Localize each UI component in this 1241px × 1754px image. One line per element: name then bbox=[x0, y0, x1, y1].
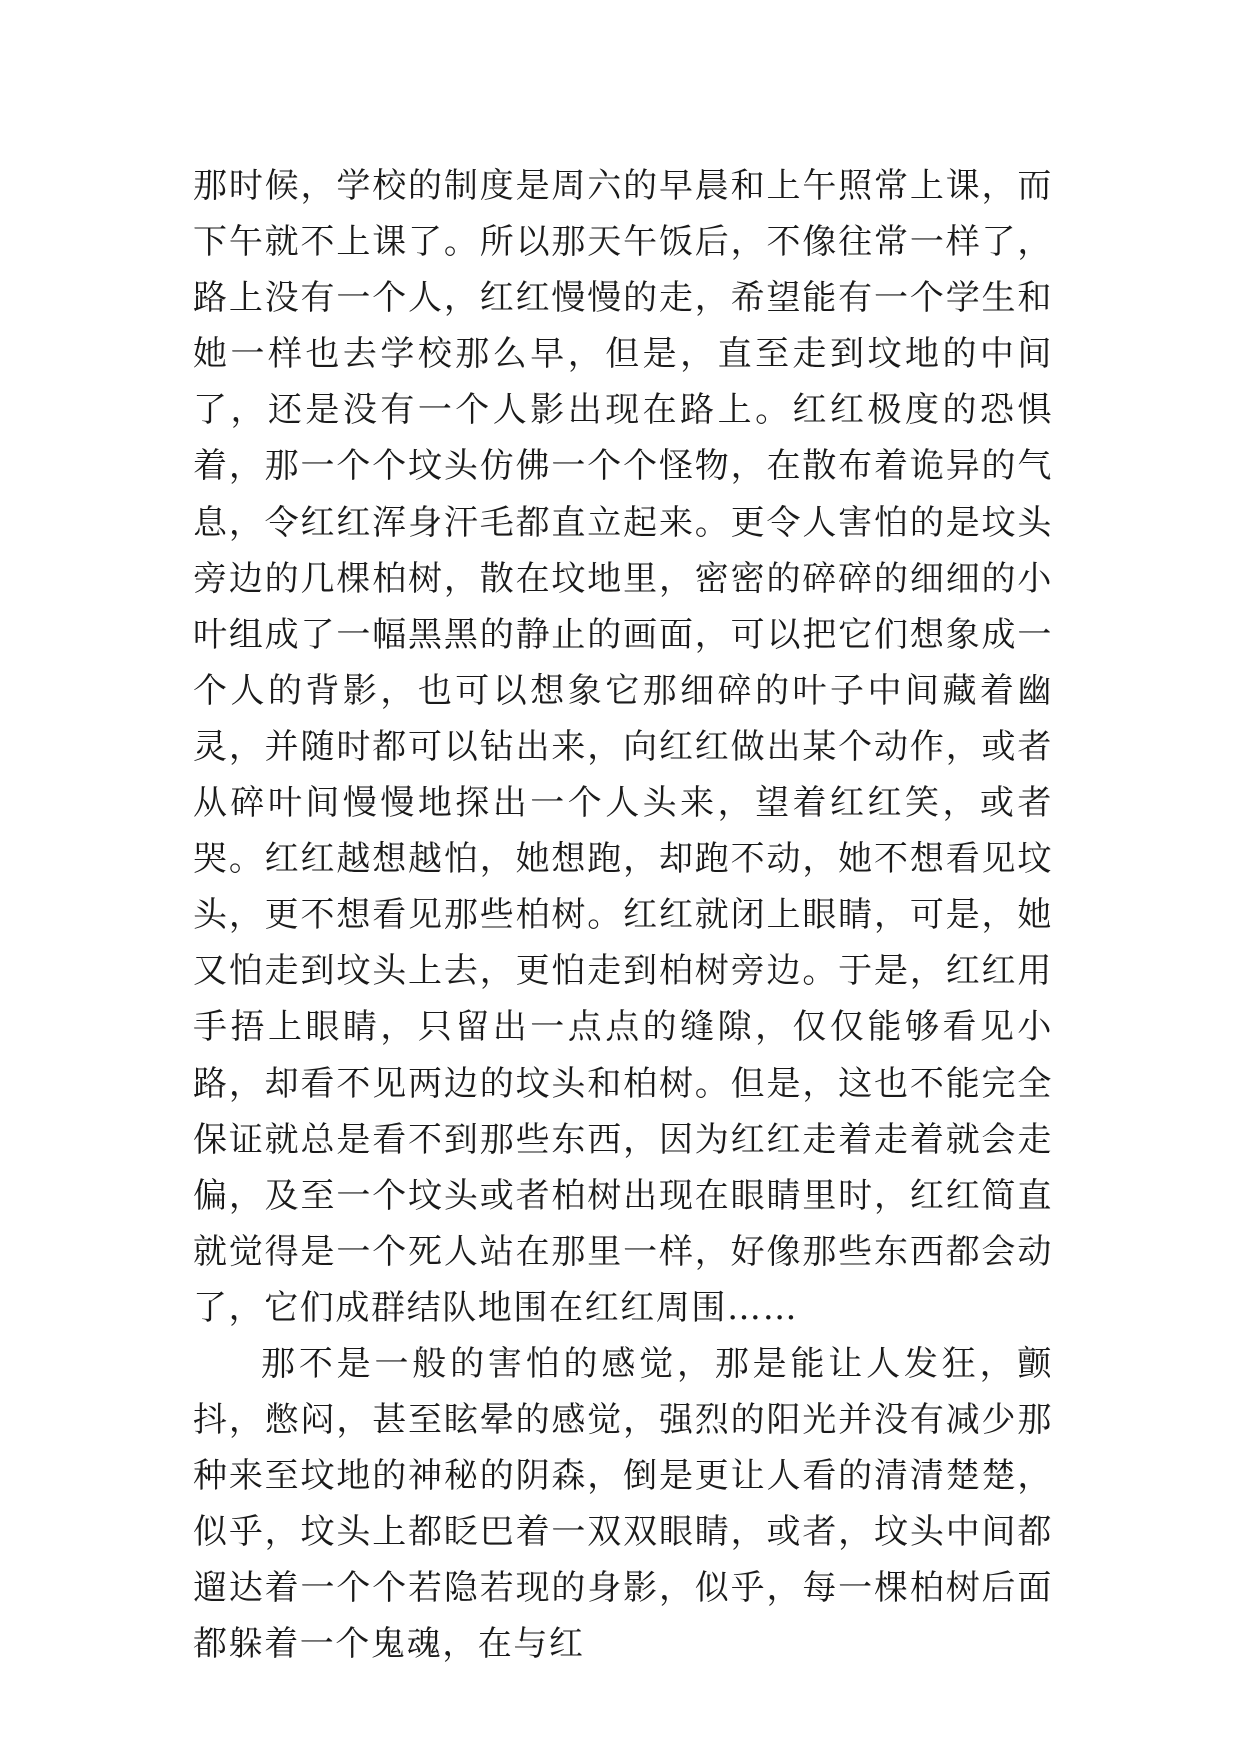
document-body bbox=[193, 158, 1053, 1673]
paragraph-2: 那不是一般的害怕的感觉，那是能让人发狂，颤抖，憋闷，甚至眩晕的感觉，强烈的阳光并没有减少那种来至坟地的神秘的阴森，倒是更让人看的清清楚楚，似乎，坟头上都眨巴着一双双眼睛，或者，坟头中间都遛达着一个个若隐若现的身影，似乎，每一棵柏树后面都躲着一个鬼魂，在与红 bbox=[193, 1343, 1053, 1665]
paragraph-1: 那时候，学校的制度是周六的早晨和上午照常上课，而下午就不上课了。所以那天午饭后，不像往常一样了，路上没有一个人，红红慢慢的走，希望能有一个学生和她一样也去学校那么早，但是，直至走到坟地的中间了，还是没有一个人影出现在路上。红红极度的恐惧着，那一个个坟头仿佛一个个怪物，在散布着诡异的气息，令红红浑身汗毛都直立起来。更令人害怕的是坟头旁边的几棵柏树，散在坟地里，密密的碎碎的细细的小叶组成了一幅黑黑的静止的画面，可以把它们想象成一个人的背影，也可以想象它那细碎的叶子中间藏着幽灵，并随时都可以钻出来，向红红做出某个动作，或者从碎叶间慢慢地探出一个人头来，望着红红笑，或者哭。红红越想越怕，她想跑，却跑不动，她不想看见坟头，更不想看见那些柏树。红红就闭上眼睛，可是，她又怕走到坟头上去，更怕走到柏树旁边。于是，红红用手捂上眼睛，只留出一点点的缝隙，仅仅能够看见小路，却看不见两边的坟头和柏树。但是，这也不能完全保证就总是看不到那些东西，因为红红走着走着就会走偏，及至一个坟头或者柏树出现在眼睛里时，红红简直就觉得是一个死人站在那里一样，好像那些东西都会动了，它们成群结队地围在红红周围…… bbox=[193, 166, 1053, 1328]
